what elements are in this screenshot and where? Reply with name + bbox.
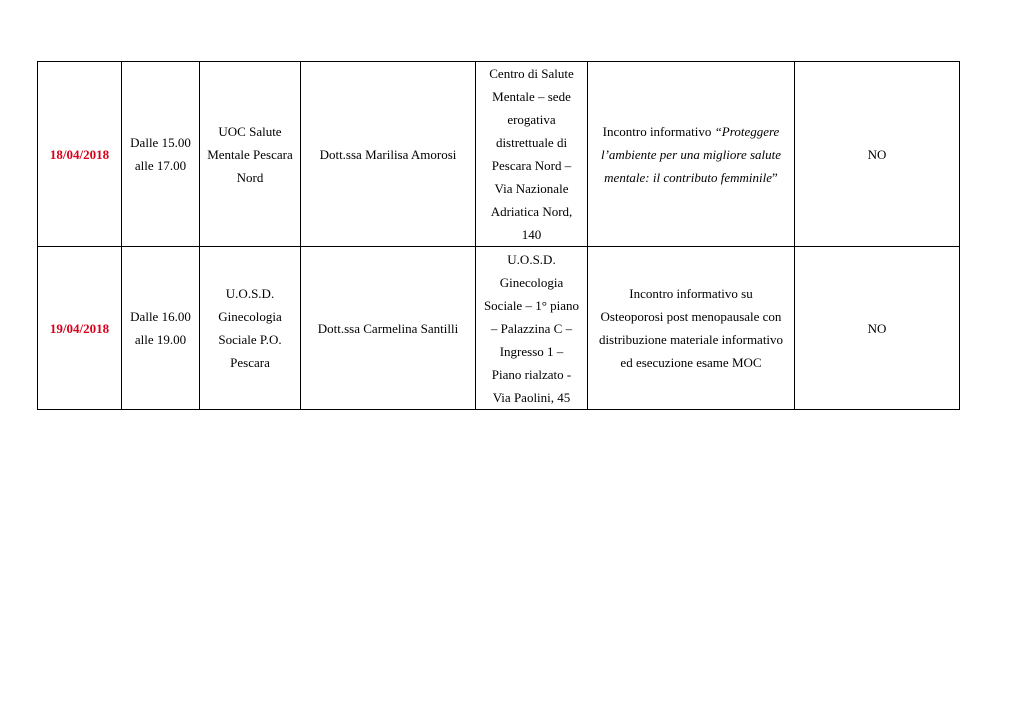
time-cell: [122, 62, 200, 247]
flag-cell: NO: [795, 247, 960, 410]
location-line: Sociale – 1° piano: [483, 297, 580, 313]
topic-title-text: l’ambiente per una migliore salute: [600, 146, 782, 162]
time-cell: [122, 247, 200, 410]
unit-line: Pescara: [230, 355, 270, 370]
time-line: Dalle 15.00: [130, 135, 191, 150]
topic-text: Incontro informativo: [602, 123, 715, 139]
location-line: – Palazzina C –: [490, 320, 573, 336]
unit-line: Nord: [236, 169, 264, 185]
location-line: distrettuale di: [495, 135, 568, 150]
location-line: Ingresso 1 –: [499, 343, 564, 359]
topic-line: [592, 166, 790, 189]
location-line: erogativa: [507, 112, 556, 127]
location-line: Adriatica Nord,: [490, 204, 573, 219]
location-line: Via Nazionale: [494, 181, 569, 196]
table-row: [38, 62, 960, 247]
unit-cell: [200, 62, 301, 247]
location-line: Pescara Nord –: [491, 158, 572, 173]
events-table: [37, 61, 960, 410]
location-line: Mentale – sede: [492, 89, 571, 104]
location-line: Via Paolini, 45: [492, 389, 571, 405]
flag-cell: NO: [795, 62, 960, 247]
referent-cell: Dott.ssa Marilisa Amorosi: [301, 62, 476, 247]
location-cell: [476, 62, 588, 247]
topic-line: Incontro informativo su: [629, 286, 753, 301]
topic-line: distribuzione materiale informativo: [598, 332, 784, 347]
topic-line: ed esecuzione esame MOC: [620, 355, 762, 370]
date-cell: 18/04/2018: [38, 62, 122, 247]
time-line: alle 19.00: [134, 332, 187, 347]
unit-line: UOC Salute: [218, 123, 282, 139]
location-line: Piano rialzato -: [491, 366, 572, 382]
location-cell: [476, 247, 588, 410]
topic-text: ”: [772, 169, 778, 185]
topic-cell: [588, 62, 795, 247]
topic-line: Osteoporosi post menopausale con: [600, 309, 782, 324]
unit-cell: [200, 247, 301, 410]
topic-title-text: mentale: il contributo femminile: [604, 169, 773, 185]
topic-cell: [588, 247, 795, 410]
location-line: U.O.S.D.: [507, 251, 556, 267]
table-row: [38, 247, 960, 410]
location-line: Ginecologia: [499, 274, 564, 290]
unit-line: Sociale P.O.: [218, 332, 282, 347]
referent-cell: Dott.ssa Carmelina Santilli: [301, 247, 476, 410]
topic-title-text: “Proteggere: [714, 123, 780, 139]
topic-line: [592, 120, 790, 143]
unit-line: Mentale Pescara: [207, 146, 293, 162]
date-cell: 19/04/2018: [38, 247, 122, 410]
time-line: Dalle 16.00: [130, 309, 191, 324]
unit-line: Ginecologia: [218, 309, 282, 324]
location-line: 140: [521, 227, 542, 242]
unit-line: U.O.S.D.: [225, 286, 275, 301]
time-line: alle 17.00: [134, 158, 187, 173]
location-line: Centro di Salute: [489, 66, 574, 81]
